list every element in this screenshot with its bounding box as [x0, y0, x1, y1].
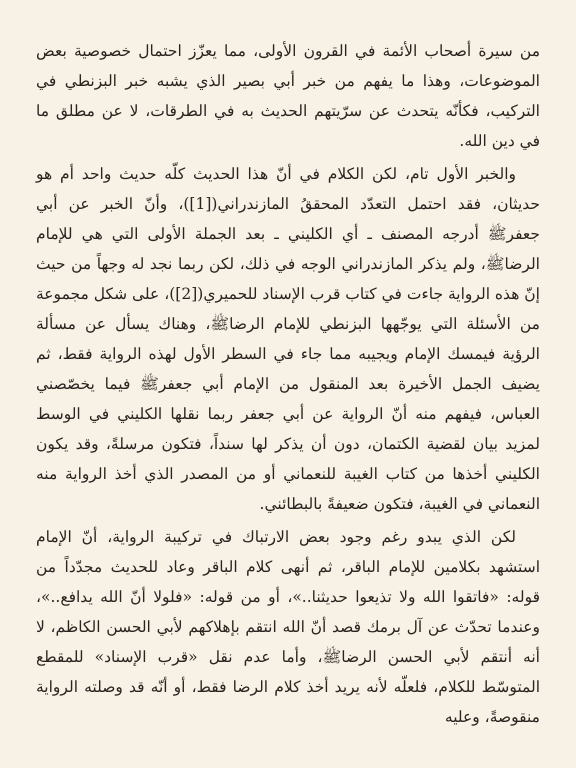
paragraph-1: من سيرة أصحاب الأئمة في القرون الأولى، مما يعزّز احتمال خصوصية بعض الموضوعات، وهذا ما يفهم من خبر أبي بصير الذي يشبه خبر البزنطي في التركيب، فكأنّه يتحدث عن سرّيتهم الحديث به في الطرقات، لا عن مطلق ما في دين الله.	[36, 42, 540, 150]
paragraph-3: لكن الذي يبدو رغم وجود بعض الارتباك في تركيبة الرواية، أنّ الإمام استشهد بكلامين للإمام الباقر، ثم أنهى كلام الباقر وعاد للحديث مجدّداً من قوله: «فاتقوا الله ولا تذيعوا حديثنا..»، أو من قوله: «فلولا أنّ الله يدافع..»، وعندما تحدّث عن آل برمك قصد أنّ الله انتقم بإهلاكهم لأبي الحسن الكاظم، لا أنه أنتقم لأبي الحسن الرضاﷺ، وأما عدم نقل «قرب الإسناد» للمقطع المتوسّط للكلام، فلعلّه لأنه يريد أخذ كلام الرضا فقط، أو أنّه قد وصلته الرواية منقوصةً، وعليه	[36, 528, 540, 726]
paragraph-2: والخبر الأول تام، لكن الكلام في أنّ هذا الحديث كلّه حديث واحد أم هو حديثان، فقد احتمل التعدّد المحققُ المازندراني([1])، وأنّ الخبر عن أبي جعفرﷺ أدرجه المصنف ـ أي الكليني ـ بعد الجملة الأولى التي هي للإمام الرضاﷺ، ولم يذكر المازندراني الوجه في ذلك، لكن ربما نجد له وجهاً من حيث إنّ هذه الرواية جاءت في كتاب قرب الإسناد للحميري([2])، على شكل مجموعة من الأسئلة التي يوجّهها البزنطي للإمام الرضاﷺ، وهناك يسأل عن مسألة الرؤية فيمسك الإمام ويجيبه مما جاء في السطر الأول لهذه الرواية فقط، ثم يضيف الجمل الأخيرة بعد المنقول من الإمام أبي جعفرﷺ فيما يخصّصني العباس، فيفهم منه أنّ الرواية عن أبي جعفر ربما نقلها الكليني في الوسط لمزيد بيان لقضية الكتمان، دون أن يذكر لها سنداً، فتكون مرسلةً، وقد يكون الكليني أخذها من كتاب الغيبة للنعماني أو من المصدر الذي أخذ الرواية منه النعماني في الغيبة، فتكون ضعيفةً بالبطائني.	[36, 165, 540, 513]
